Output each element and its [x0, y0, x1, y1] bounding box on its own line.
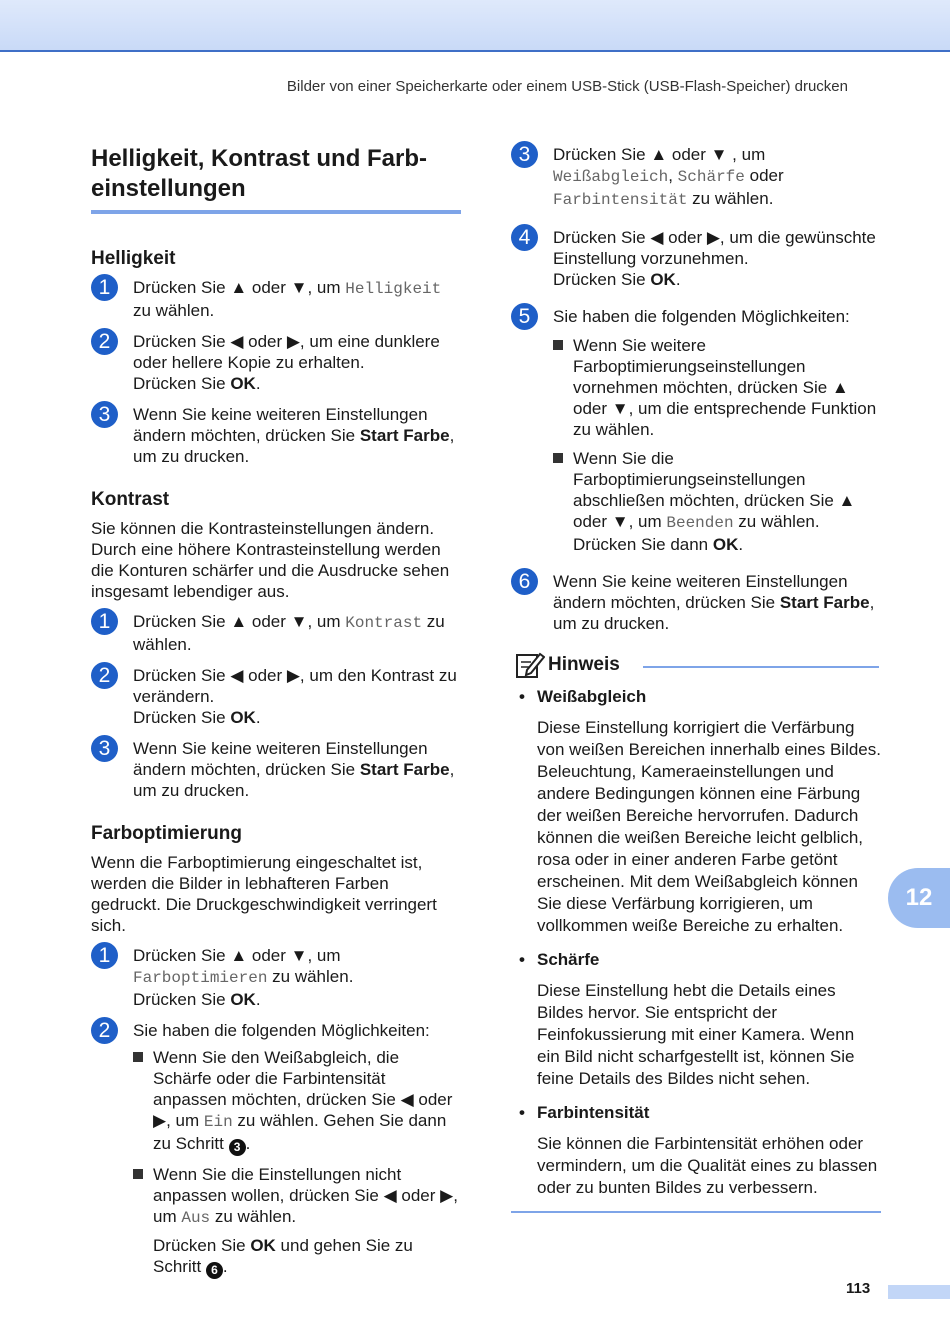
heading-helligkeit: Helligkeit	[91, 248, 176, 269]
step-number: 4	[511, 224, 538, 251]
farbopt-step-2-option-1: Wenn Sie den Weißabgleich, die Schärfe oder die Farbintensität anpassen möchten, drücken Sie ◀ oder ▶, um Ein zu wählen. Gehen Sie dann zu Schritt 3 .	[133, 1047, 461, 1156]
chapter-tab: 12	[888, 868, 950, 928]
farbopt-step-5: 5 Sie haben die folgenden Möglichkeiten: Wenn Sie weitere Farboptimierungseinstellungen vornehmen möchten, drücken Sie ▲ oder ▼, um die entsprechende Funktion zu wählen. Wenn Sie die Farboptimierungseinstellungen abschließen möchten, drücken Sie ▲ oder ▼, um Beenden zu wählen. Drücken Sie dann OK.	[511, 306, 881, 555]
note-item-text: Sie können die Farbintensität erhöhen oder vermindern, um die Qualität eines zu blassen oder zu bunten Bildes zu verbessern.	[537, 1134, 878, 1197]
kontrast-step-3: 3 Wenn Sie keine weiteren Einstellungen ändern möchten, drücken Sie Start Farbe, um zu drucken.	[91, 738, 461, 801]
note-header	[511, 652, 881, 682]
bullet-icon: •	[519, 950, 525, 969]
step-number: 3	[511, 141, 538, 168]
farbopt-step-4: 4 Drücken Sie ◀ oder ▶, um die gewünschte Einstellung vorzunehmen. Drücken Sie OK.	[511, 227, 881, 290]
step-number: 1	[91, 608, 118, 635]
square-bullet-icon	[553, 340, 563, 350]
kontrast-step-1: 1 Drücken Sie ▲ oder ▼, um Kontrast zu wählen.	[91, 611, 461, 655]
farbopt-step-1: 1 Drücken Sie ▲ oder ▼, um Farboptimieren zu wählen. Drücken Sie OK.	[91, 945, 461, 1010]
header-band	[0, 0, 950, 52]
kontrast-intro: Sie können die Kontrasteinstellungen ändern. Durch eine höhere Kontrasteinstellung werden die Konturen schärfer und die Ausdrucke sehen insgesamt lebendiger aus.	[91, 519, 450, 601]
farbopt-step-5-option-2: Wenn Sie die Farboptimierungseinstellungen abschließen möchten, drücken Sie ▲ oder ▼, um Beenden zu wählen. Drücken Sie dann OK.	[553, 448, 881, 555]
page-number-bar	[888, 1285, 950, 1299]
farbopt-intro: Wenn die Farboptimierung eingeschaltet ist, werden die Bilder in lebhafteren Farben gedruckt. Die Druckgeschwindigkeit verringert sich.	[91, 853, 437, 935]
note-pencil-icon	[515, 650, 545, 685]
section-title-line2: einstellungen	[91, 175, 246, 202]
step-number: 5	[511, 303, 538, 330]
farbopt-step-6: 6 Wenn Sie keine weiteren Einstellungen ändern möchten, drücken Sie Start Farbe, um zu drucken.	[511, 571, 881, 634]
note-item-text: Diese Einstellung hebt die Details eines Bildes hervor. Sie entspricht der Feinfokussierung mit einer Kamera. Wenn ein Bild nicht scharfgestellt ist, können Sie feine Details des Bildes nicht sehen.	[537, 981, 855, 1088]
note-item-label: • Weißabgleich	[519, 687, 647, 706]
step-number: 2	[91, 1017, 118, 1044]
section-title	[91, 144, 461, 214]
section-title-line1: Helligkeit, Kontrast und Farb-	[91, 145, 428, 172]
bullet-icon: •	[519, 1103, 525, 1122]
bullet-icon: •	[519, 687, 525, 706]
running-header: Bilder von einer Speicherkarte oder einem USB-Stick (USB-Flash-Speicher) drucken	[286, 78, 848, 95]
page-number: 113	[846, 1280, 871, 1297]
heading-kontrast: Kontrast	[91, 489, 170, 510]
farbopt-step-2: 2 Sie haben die folgenden Möglichkeiten: Wenn Sie den Weißabgleich, die Schärfe oder die Farbintensität anpassen möchten, drücken Sie ◀ oder ▶, um Ein zu wählen. Gehen Sie dann zu Schritt 3 . Wenn Sie die Einstellungen nicht anpassen wollen, drücken Sie ◀ oder ▶, um Aus zu wählen. Drücken Sie OK und gehen Sie zu Schritt 6 .	[91, 1020, 461, 1279]
step-number: 2	[91, 328, 118, 355]
square-bullet-icon	[133, 1169, 143, 1179]
square-bullet-icon	[133, 1052, 143, 1062]
step-number: 1	[91, 942, 118, 969]
kontrast-step-2: 2 Drücken Sie ◀ oder ▶, um den Kontrast zu verändern. Drücken Sie OK.	[91, 665, 461, 728]
right-column	[511, 144, 881, 1213]
step-ref-3-icon: 3	[229, 1139, 246, 1156]
step-number: 3	[91, 401, 118, 428]
step-number: 6	[511, 568, 538, 595]
step-number: 3	[91, 735, 118, 762]
note-title: Hinweis	[548, 654, 620, 675]
helligkeit-step-1: 1 Drücken Sie ▲ oder ▼, um Helligkeit zu wählen.	[91, 277, 461, 321]
note-bottom-rule	[511, 1211, 881, 1213]
farbopt-step-5-option-1: Wenn Sie weitere Farboptimierungseinstellungen vornehmen möchten, drücken Sie ▲ oder ▼, um die entsprechende Funktion zu wählen.	[553, 335, 881, 440]
heading-farboptimierung: Farboptimierung	[91, 823, 242, 844]
note-box	[511, 652, 881, 1213]
helligkeit-step-2: 2 Drücken Sie ◀ oder ▶, um eine dunklere oder hellere Kopie zu erhalten. Drücken Sie OK.	[91, 331, 461, 394]
step-number: 1	[91, 274, 118, 301]
farbopt-step-2-option-2: Wenn Sie die Einstellungen nicht anpassen wollen, drücken Sie ◀ oder ▶, um Aus zu wählen. Drücken Sie OK und gehen Sie zu Schritt 6 .	[133, 1164, 461, 1279]
note-item-label: • Schärfe	[519, 950, 600, 969]
square-bullet-icon	[553, 453, 563, 463]
note-item-label: • Farbintensität	[519, 1103, 650, 1122]
note-item-text: Diese Einstellung korrigiert die Verfärbung von weißen Bereichen innerhalb eines Bildes. Beleuchtung, Kameraeinstellungen und andere Bedingungen können eine Färbung der weißen Bereiche hervorrufen. Dadurch können die weißen Bereiche leicht gelblich, rosa oder in einer anderen Farbe getönt erscheinen. Mit dem Weißabgleich können Sie diese Verfärbung korrigieren, um vollkommen weiße Bereiche zu erhalten.	[537, 718, 881, 935]
step-number: 2	[91, 662, 118, 689]
farbopt-step-3: 3 Drücken Sie ▲ oder ▼ , um Weißabgleich, Schärfe oder Farbintensität zu wählen.	[511, 144, 881, 211]
note-rule	[643, 666, 879, 668]
left-column	[91, 144, 461, 1289]
step-ref-6-icon: 6	[206, 1262, 223, 1279]
helligkeit-step-3: 3 Wenn Sie keine weiteren Einstellungen ändern möchten, drücken Sie Start Farbe, um zu drucken.	[91, 404, 461, 467]
